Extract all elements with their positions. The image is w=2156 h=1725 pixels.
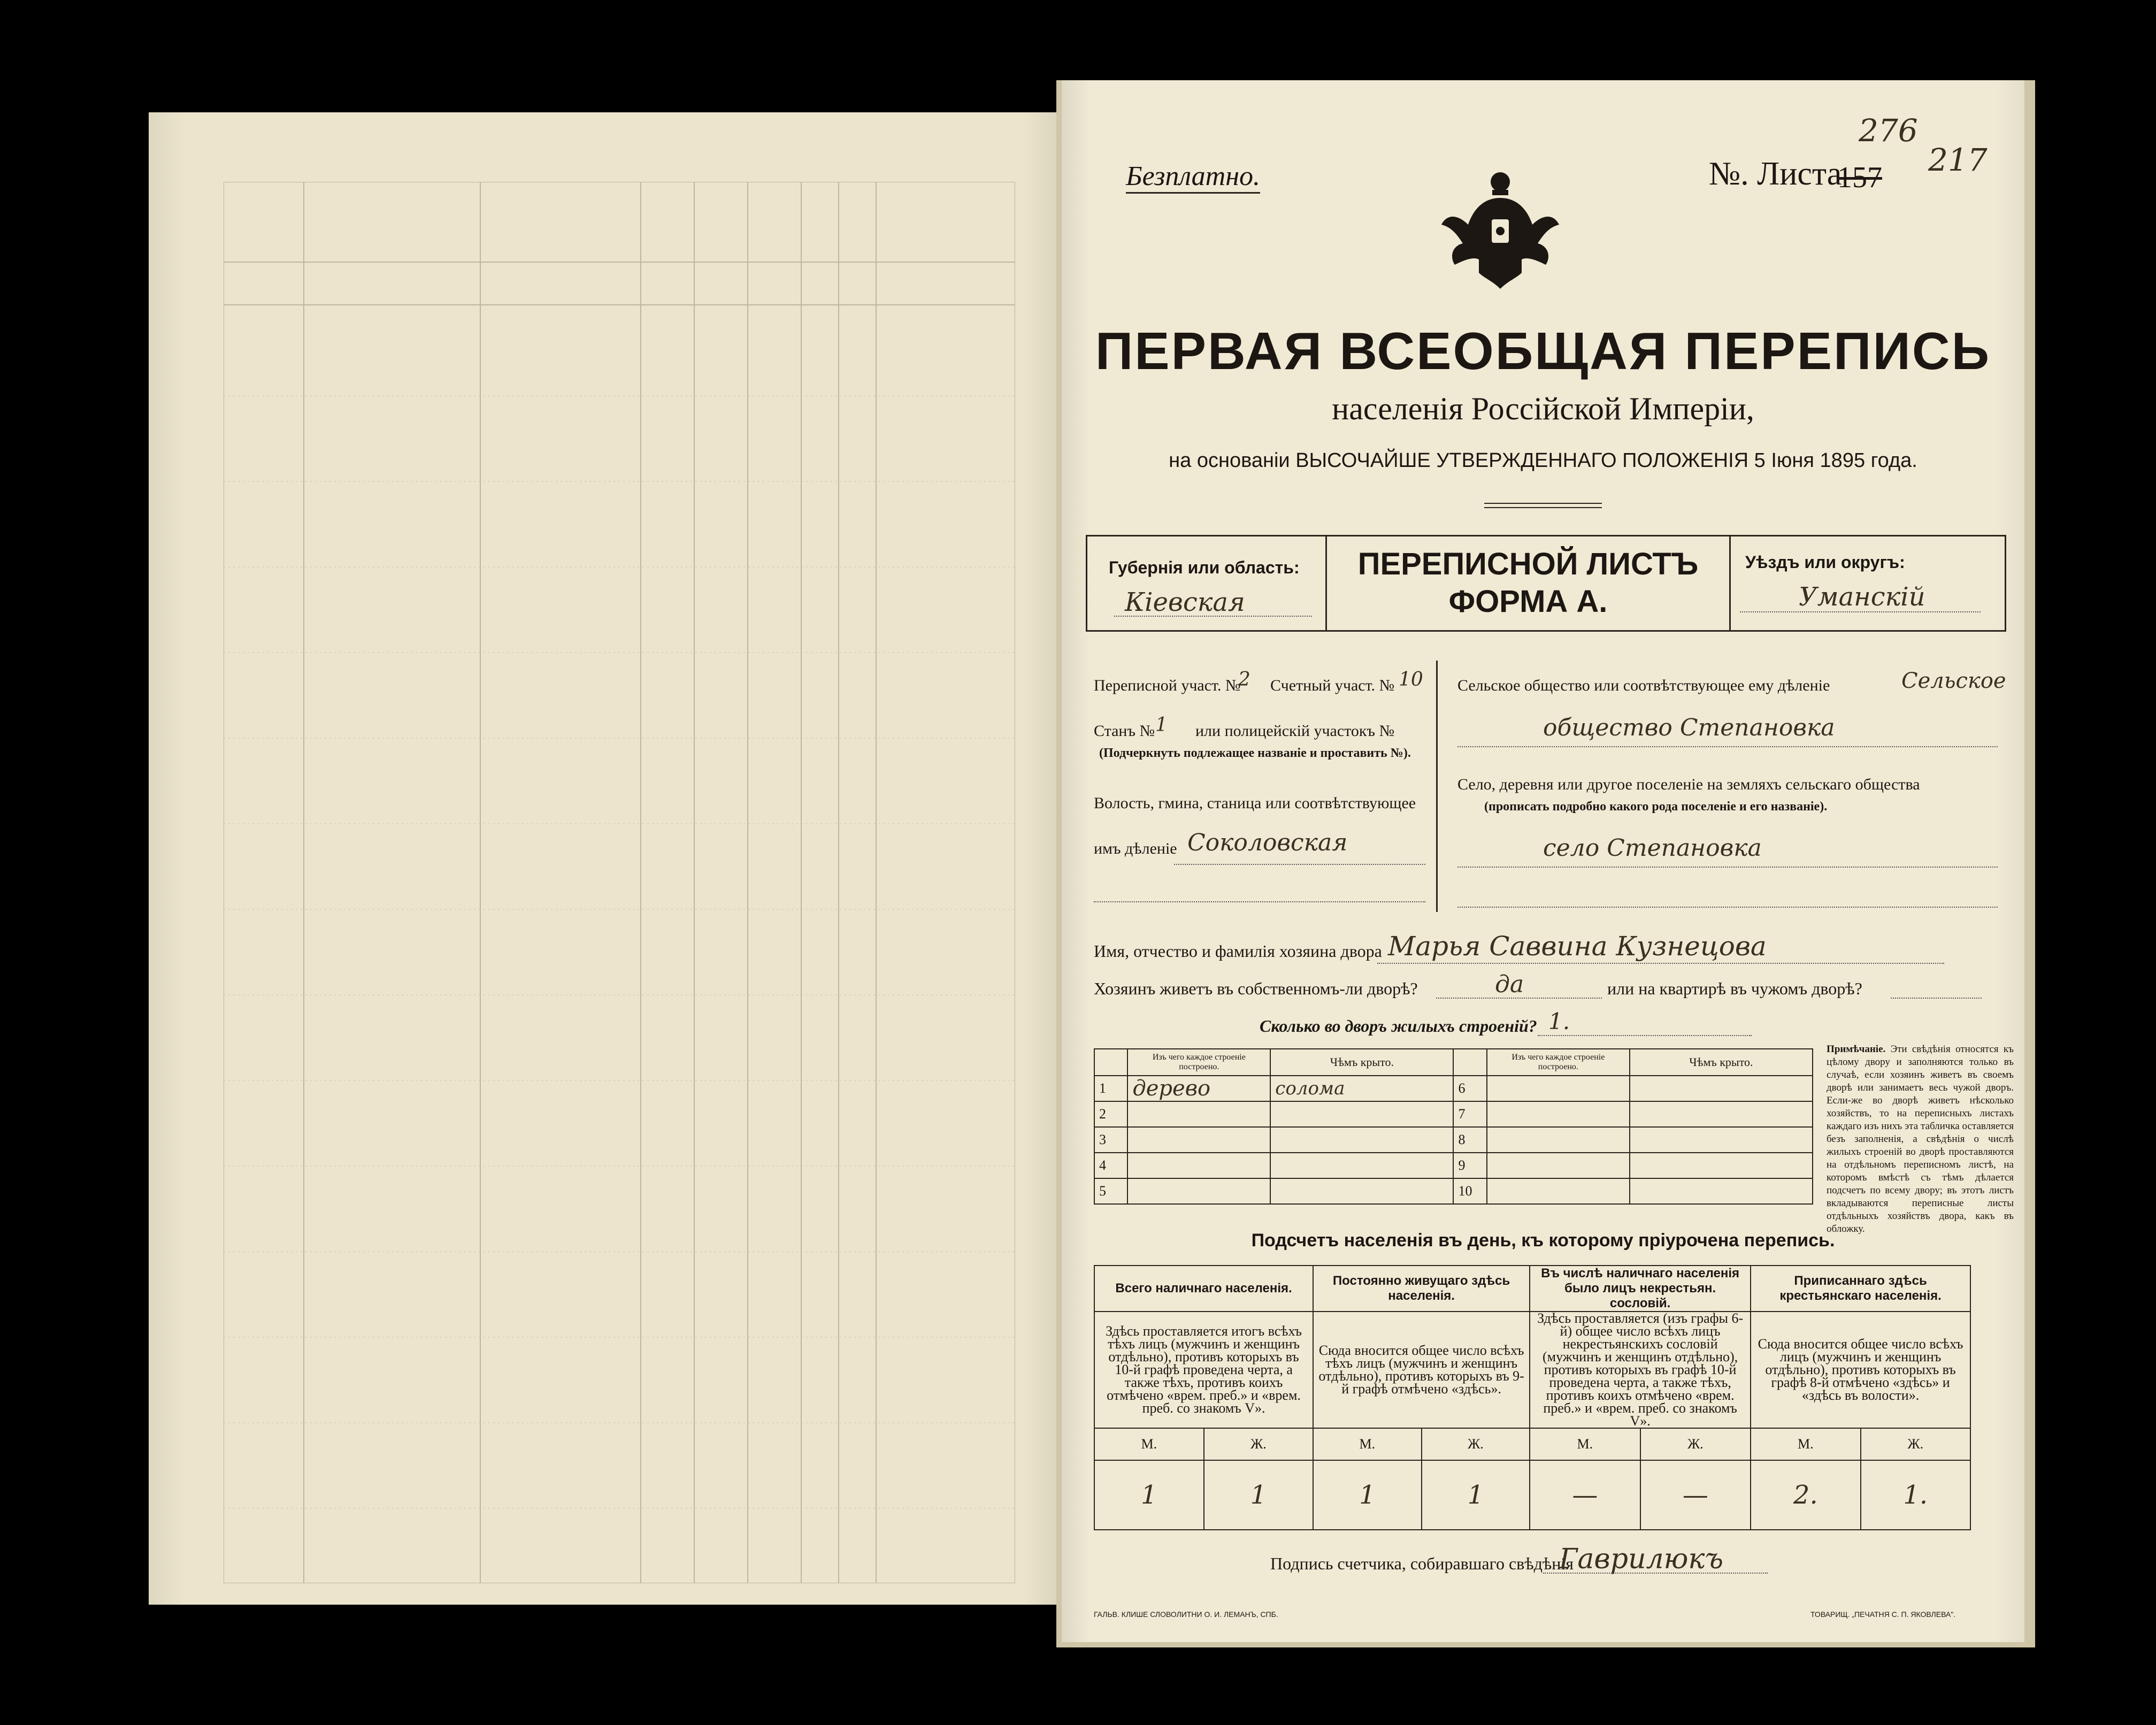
table-row: 4 9 bbox=[1094, 1153, 1813, 1178]
sheet-number-struck: 157 bbox=[1837, 161, 1882, 194]
left-page bbox=[149, 112, 1061, 1605]
census-section-value: 2 bbox=[1238, 669, 1250, 691]
col-material-header: Изъ чего каждое строеніе построено. bbox=[1127, 1049, 1270, 1076]
summary-title: Подсчетъ населенія въ день, къ которому пріурочена перепись. bbox=[1251, 1230, 1835, 1251]
signature-label: Подпись счетчика, собиравшаго свѣдѣнія bbox=[1270, 1554, 1574, 1573]
col-material-header-2: Изъ чего каждое строеніе построено. bbox=[1487, 1049, 1630, 1076]
village-note: (прописать подробно какого рода поселеніе и его названіе). bbox=[1484, 800, 1828, 814]
province-label: Губернія или область: bbox=[1109, 558, 1300, 577]
double-headed-eagle-icon bbox=[1436, 166, 1564, 300]
census-title: ПЕРВАЯ ВСЕОБЩАЯ ПЕРЕПИСЬ bbox=[1095, 321, 1991, 380]
ornament-divider bbox=[1484, 503, 1602, 508]
village-label: Село, деревня или другое поселеніе на земляхъ сельскаго общества bbox=[1457, 776, 1920, 793]
note-title: Примѣчаніе. bbox=[1827, 1044, 1886, 1055]
society-value-2: общество Степановка bbox=[1543, 714, 1835, 741]
faded-ruled-grid bbox=[224, 182, 1015, 1583]
printer-imprint-right: ТОВАРИЩ. „ПЕЧАТНЯ С. П. ЯКОВЛЕВА". bbox=[1810, 1610, 1956, 1619]
district-label: Уѣздъ или округъ: bbox=[1745, 553, 1905, 572]
col-roof-header-2: Чѣмъ крыто. bbox=[1630, 1049, 1813, 1076]
sheet-form: ФОРМА А. bbox=[1448, 584, 1608, 619]
free-label: Безплатно. bbox=[1126, 160, 1260, 194]
stan-value: 1 bbox=[1155, 714, 1168, 736]
census-basis: на основаніи ВЫСОЧАЙШЕ УТВЕРЖДЕННАГО ПОЛОЖЕНІЯ 5 Іюня 1895 года. bbox=[1169, 449, 1917, 472]
table-row: 2 7 bbox=[1094, 1101, 1813, 1127]
sheet-number-handwritten-2: 217 bbox=[1928, 142, 1988, 178]
buildings-table bbox=[1094, 1048, 1813, 1205]
volost-value: Соколовская bbox=[1187, 829, 1348, 856]
police-label: или полицейскій участокъ № bbox=[1195, 722, 1395, 740]
census-section-label: Переписной участ. № bbox=[1094, 677, 1241, 694]
buildings-label: Сколько во дворъ жилыхъ строеній? bbox=[1260, 1016, 1537, 1036]
owner-label: Имя, отчество и фамилія хозяина двора bbox=[1094, 941, 1382, 961]
apartment-label: или на квартирѣ въ чужомъ дворѣ? bbox=[1607, 979, 1862, 998]
owner-value: Марья Саввина Кузнецова bbox=[1388, 931, 1767, 962]
col-roof-header: Чѣмъ крыто. bbox=[1270, 1049, 1453, 1076]
form-header-box bbox=[1086, 535, 2006, 632]
census-form-page bbox=[1062, 80, 2024, 1642]
volost-label-2: имъ дѣленіе bbox=[1094, 840, 1177, 857]
table-row: 1 1 1 1 — — 2. 1. bbox=[1094, 1460, 1970, 1530]
field-column-divider bbox=[1436, 661, 1438, 912]
count-section-label: Счетный участ. № bbox=[1270, 677, 1395, 694]
count-section-value: 10 bbox=[1399, 669, 1423, 691]
summary-table: Всего наличнаго населенія. Постоянно живущаго здѣсь населенія. Въ числѣ наличнаго населенія было лицъ некрестьян. сословій. Приписаннаго здѣсь крестьянскаго населенія. Здѣсь проставляется итогъ всѣхъ тѣхъ лицъ (мужчинъ и женщинъ отдѣльно), противъ которыхъ въ 10-й графѣ проведена черта, а также тѣхъ, противъ коихъ отмѣчено «врем. преб.» и «врем. преб. со знакомъ V». Сюда вносится общее число всѣхъ тѣхъ лицъ (мужчинъ и женщинъ отдѣльно), противъ которыхъ въ 9-й графѣ отмѣчено «здѣсь». Здѣсь проставляется (изъ графы 6-й) общее число всѣхъ лицъ некрестьянскихъ сословій (мужчинъ и женщинъ отдѣльно), противъ которыхъ въ графѣ 10-й проведена черта, а также тѣхъ, противъ коихъ отмѣчено «врем. преб.» и «врем. преб. со знакомъ V». Сюда вносится общее число всѣхъ лицъ (мужчинъ и женщинъ отдѣльно), противъ которыхъ въ графѣ 8-й отмѣчено «здѣсь» и «здѣсь въ волости». М. Ж. М. Ж. М. Ж. М. Ж. 1 1 1 1 — — 2. 1. bbox=[1094, 1265, 1971, 1530]
owner-lives-label: Хозяинъ живетъ въ собственномъ-ли дворѣ? bbox=[1094, 979, 1418, 998]
village-value: село Степановка bbox=[1543, 834, 1762, 862]
sheet-number-label: №. Листа bbox=[1709, 156, 1842, 192]
table-row: 5 10 bbox=[1094, 1178, 1813, 1204]
stan-label: Станъ № bbox=[1094, 722, 1155, 740]
note-text: Эти свѣдѣнія относятся къ цѣлому двору и заполняются только въ случаѣ, если хозяинъ живетъ въ своемъ дворѣ или занимаетъ весь чужой дворъ. Если-же во дворѣ живетъ нѣсколько хозяйствъ, то на переписныхъ листахъ каждаго изъ нихъ эта табличка оставляется безъ заполненія, а свѣдѣнія о числѣ жилыхъ строеній во дворѣ проставляются на отдѣльномъ переписномъ листѣ, на которомъ вмѣстѣ съ тѣмъ дѣлается подсчетъ по всему двору; въ этотъ листъ вкладываются переписные листы отдѣльныхъ хозяйствъ двора, какъ въ обложку. bbox=[1827, 1044, 2014, 1235]
owner-lives-value: да bbox=[1495, 971, 1524, 998]
sheet-number-handwritten: 276 bbox=[1859, 112, 1918, 149]
province-value: Кіевская bbox=[1125, 587, 1245, 617]
volost-label: Волость, гмина, станица или соотвѣтствующее bbox=[1094, 794, 1416, 812]
table-row: 3 8 bbox=[1094, 1127, 1813, 1153]
census-subtitle: населенія Россійской Имперіи, bbox=[1332, 391, 1754, 426]
society-value: Сельское bbox=[1901, 669, 2006, 693]
district-value: Уманскій bbox=[1799, 582, 1925, 612]
printer-imprint-left: ГАЛЬВ. КЛИШЕ СЛОВОЛИТНИ О. И. ЛЕМАНЪ, СПБ. bbox=[1094, 1610, 1278, 1619]
society-label: Сельское общество или соотвѣтствующее ему дѣленіе bbox=[1457, 677, 1830, 694]
sheet-title: ПЕРЕПИСНОЙ ЛИСТЪ bbox=[1357, 547, 1699, 581]
underline-note: (Подчеркнуть подлежащее названіе и проставить №). bbox=[1099, 746, 1411, 760]
buildings-value: 1. bbox=[1548, 1008, 1570, 1034]
note-block bbox=[1827, 1043, 2014, 1236]
signature-value: Гаврилюкъ bbox=[1559, 1543, 1724, 1575]
table-row: 1 дерево солома 6 bbox=[1094, 1076, 1813, 1101]
